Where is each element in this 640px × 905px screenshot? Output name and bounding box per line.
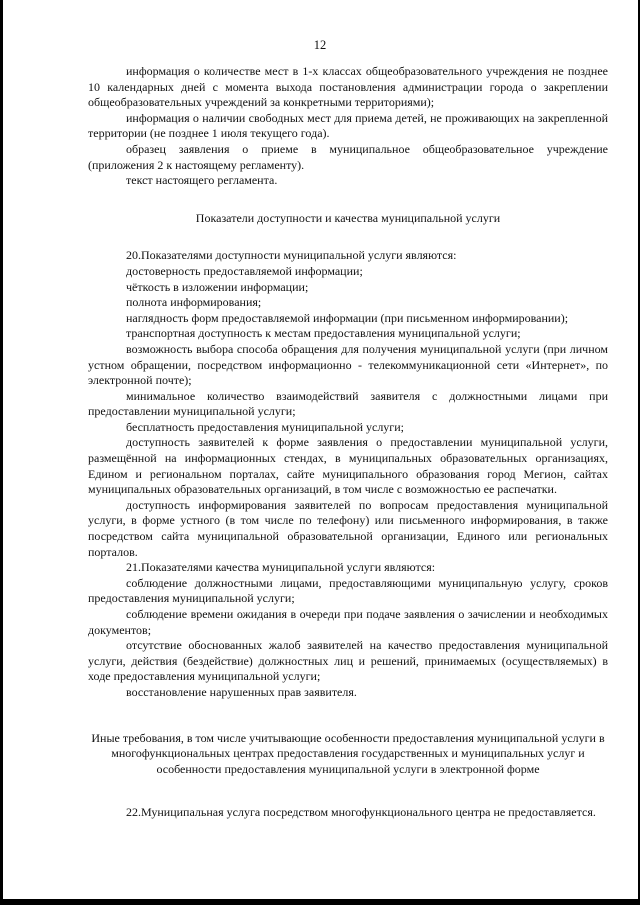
paragraph: 22.Муниципальная услуга посредством многофункционального центра не предоставляется. <box>126 805 596 820</box>
paragraph: полнота информирования; <box>126 295 262 310</box>
paragraph: транспортная доступность к местам предоставления муниципальной услуги; <box>126 326 521 341</box>
page-number: 12 <box>313 38 327 52</box>
section-heading-accessibility: Показатели доступности и качества муниципальной услуги <box>195 210 501 225</box>
paragraph: доступность информирования заявителей по вопросам предоставления муниципальной услуги, в форме устного (в том числе по телефону) или письменного информирования, в также посредством сайта муниципальной образовательной организации, Единого или региональных порталов. <box>88 497 608 559</box>
paragraph: возможность выбора способа обращения для получения муниципальной услуги (при личном устном обращении, посредством информационно - телекоммуникационной сети «Интернет», по электронной почте); <box>88 341 608 388</box>
paragraph: восстановление нарушенных прав заявителя. <box>126 684 357 699</box>
paragraph: бесплатность предоставления муниципальной услуги; <box>126 419 404 434</box>
section-heading-other-requirements: Иные требования, в том числе учитывающие особенности предоставления муниципальной услуги в многофункциональных центрах предоставления государственных и муниципальных услуг и особенности предоставления муниципальной услуги в электронной форме <box>91 730 605 776</box>
scan-edge-bottom <box>0 899 640 905</box>
paragraph: соблюдение времени ожидания в очереди при подаче заявления о зачислении и необходимых документов; <box>88 607 608 637</box>
scan-edge-left <box>0 0 3 905</box>
paragraph: отсутствие обоснованных жалоб заявителей на качество предоставления муниципальной услуги, действия (бездействие) должностных лиц и решений, принимаемых (осуществляемых) в ходе предоставления муниципальной услуги; <box>88 638 608 684</box>
paragraph: информация о количестве мест в 1-х классах общеобразовательного учреждения не позднее 10 календарных дней с момента выхода постановления администрации города о закреплении общеобразовательных учреждений за конкретными территориями); <box>88 64 608 110</box>
paragraph: минимальное количество взаимодействий заявителя с должностными лицами при предоставлении муниципальной услуги; <box>88 388 608 419</box>
paragraph: чёткость в изложении информации; <box>126 279 309 294</box>
paragraph: соблюдение должностными лицами, предоставляющими муниципальную услугу, сроков предоставления муниципальной услуги; <box>88 575 608 606</box>
paragraph: доступность заявителей к форме заявления о предоставлении муниципальной услуги, размещённой на информационных стендах, в муниципальных образовательных организациях, Едином и региональном порталах, сайте муниципального образования город Мегион, сайтах муниципальных образовательных организаций, в том числе с возможностью ее распечатки. <box>88 435 608 497</box>
paragraph: 20.Показателями доступности муниципальной услуги являются: <box>126 248 457 263</box>
paragraph: текст настоящего регламента. <box>126 173 278 188</box>
document-body <box>88 64 608 821</box>
paragraph: 21.Показателями качества муниципальной услуги являются: <box>126 560 436 575</box>
paragraph: образец заявления о приеме в муниципальное общеобразовательное учреждение (приложения 2 к настоящему регламенту). <box>88 141 608 172</box>
paragraph: достоверность предоставляемой информации; <box>126 263 363 278</box>
paragraph: наглядность форм предоставляемой информации (при письменном информировании); <box>126 310 569 325</box>
paragraph: информация о наличии свободных мест для приема детей, не проживающих на закрепленной территории (не позднее 1 июля текущего года). <box>88 110 608 141</box>
